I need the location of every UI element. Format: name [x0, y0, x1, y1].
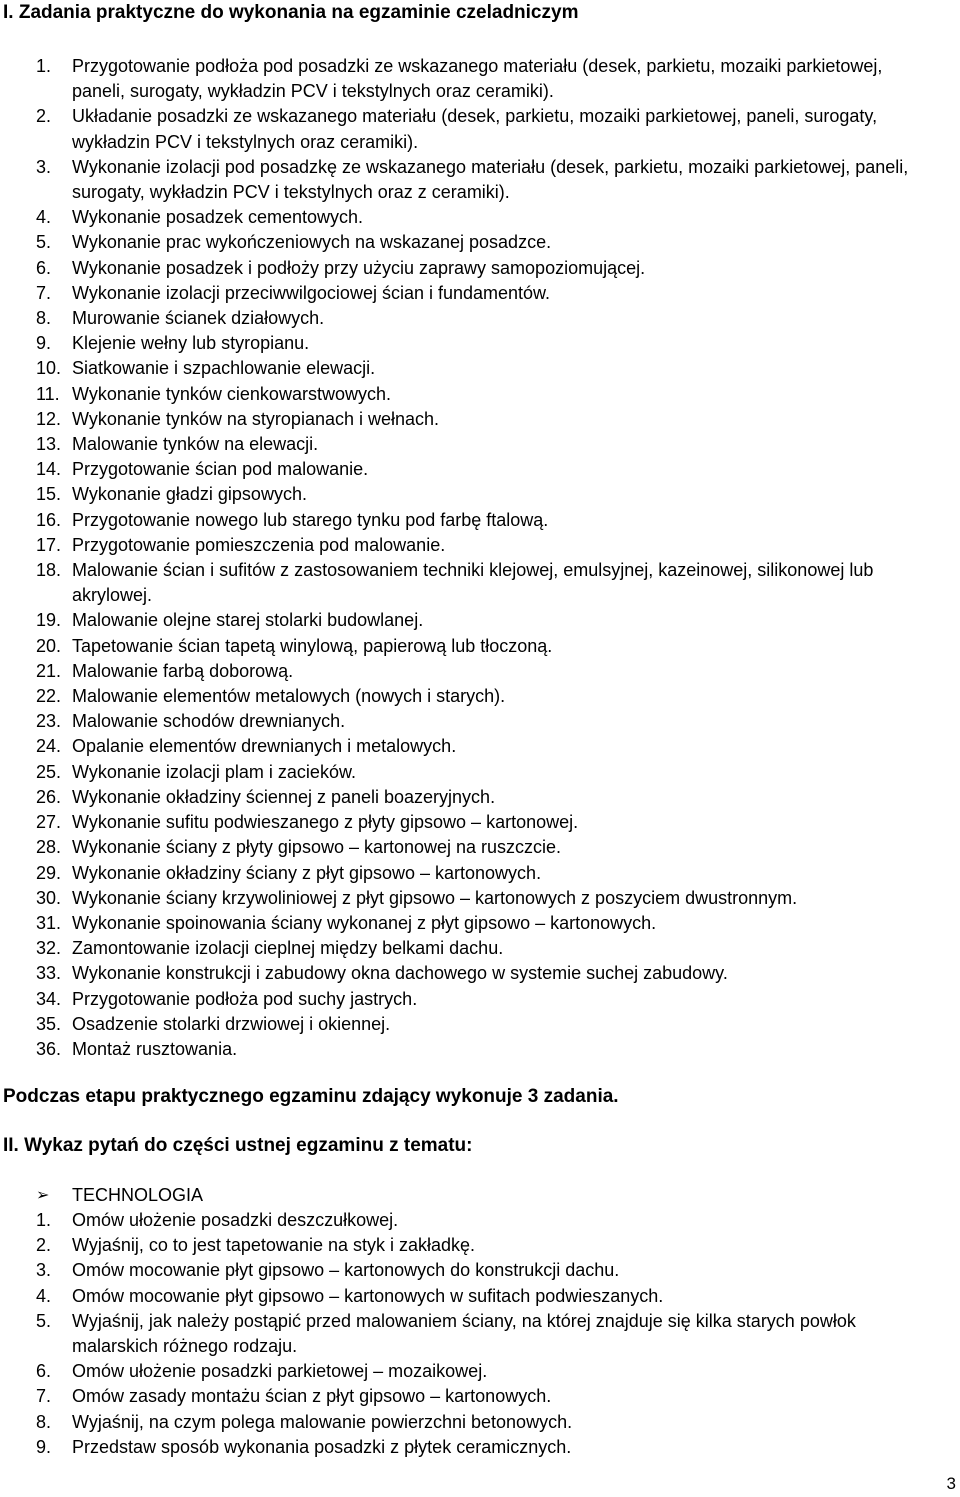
section-1-heading: I. Zadania praktyczne do wykonania na egzaminie czeladniczym — [3, 2, 579, 23]
task-item-number: 25. — [36, 761, 62, 782]
question-item-number: 2. — [36, 1235, 52, 1256]
practical-tasks-list — [36, 54, 936, 1062]
task-item-number: 19. — [36, 610, 62, 631]
task-item-text: Zamontowanie izolacji cieplnej między belkami dachu. — [72, 938, 504, 959]
question-item-number: 3. — [36, 1260, 52, 1281]
task-item — [36, 634, 936, 659]
question-item — [36, 1359, 936, 1384]
question-item-number: 9. — [36, 1436, 52, 1457]
task-item — [36, 936, 936, 961]
task-item-number: 21. — [36, 660, 62, 681]
task-item — [36, 709, 936, 734]
task-item — [36, 356, 936, 381]
task-item-number: 28. — [36, 837, 62, 858]
task-item — [36, 835, 936, 860]
task-item-text: Wykonanie ściany z płyty gipsowo – kartonowej na ruszczcie. — [72, 837, 562, 858]
task-item — [36, 760, 936, 785]
question-item-text: Omów mocowanie płyt gipsowo – kartonowych do konstrukcji dachu. — [72, 1260, 620, 1281]
task-item-number: 30. — [36, 887, 62, 908]
task-item — [36, 281, 936, 306]
task-item-number: 9. — [36, 333, 52, 354]
task-item-text: Wykonanie konstrukcji i zabudowy okna dachowego w systemie suchej zabudowy. — [72, 963, 728, 984]
question-item-number: 4. — [36, 1285, 52, 1306]
oral-questions-list — [36, 1208, 936, 1460]
task-item-text: Wykonanie okładziny ściennej z paneli boazeryjnych. — [72, 786, 496, 807]
task-item-number: 17. — [36, 534, 62, 555]
task-item — [36, 1037, 936, 1062]
task-item-text: Wykonanie tynków cienkowarstwowych. — [72, 383, 391, 404]
task-item-number: 31. — [36, 912, 62, 933]
question-item-text: Wyjaśnij, co to jest tapetowanie na styk i zakładkę. — [72, 1235, 476, 1256]
task-item-number: 1. — [36, 56, 52, 76]
task-item-text: Wykonanie izolacji pod posadzkę ze wskazanego materiału (desek, parkietu, mozaiki parkietowej, paneli, surogaty, wykładzin PCV i tekstylnych oraz z ceramiki). — [72, 156, 909, 203]
task-item-text: Siatkowanie i szpachlowanie elewacji. — [72, 358, 376, 379]
task-item-text: Wykonanie sufitu podwieszanego z płyty gipsowo – kartonowej. — [72, 812, 579, 833]
task-item-number: 16. — [36, 509, 62, 530]
task-item-text: Klejenie wełny lub styropianu. — [72, 333, 310, 354]
task-item — [36, 54, 936, 104]
task-item-number: 20. — [36, 635, 62, 656]
task-item-text: Wykonanie gładzi gipsowych. — [72, 484, 307, 505]
task-item — [36, 608, 936, 633]
task-item — [36, 155, 936, 205]
task-item-number: 23. — [36, 711, 62, 732]
task-item-number: 27. — [36, 812, 62, 833]
task-item — [36, 508, 936, 533]
question-item-text: Wyjaśnij, na czym polega malowanie powierzchni betonowych. — [72, 1411, 573, 1432]
task-item-text: Wykonanie posadzek cementowych. — [72, 207, 363, 228]
task-item-number: 12. — [36, 408, 62, 429]
page-number: 3 — [946, 1474, 956, 1493]
task-item-text: Tapetowanie ścian tapetą winylową, papierową lub tłoczoną. — [72, 635, 553, 656]
question-item — [36, 1208, 936, 1233]
question-item — [36, 1435, 936, 1460]
question-item — [36, 1410, 936, 1435]
task-item-text: Układanie posadzki ze wskazanego materiału (desek, parkietu, mozaiki parkietowej, paneli, surogaty, wykładzin PCV i tekstylnych oraz ceramiki). — [72, 106, 878, 152]
task-item-text: Malowanie schodów drewnianych. — [72, 711, 346, 732]
task-item — [36, 382, 936, 407]
task-item-number: 6. — [36, 257, 52, 278]
question-item — [36, 1284, 936, 1309]
task-item-number: 35. — [36, 1013, 62, 1034]
question-item — [36, 1309, 936, 1359]
task-item — [36, 911, 936, 936]
task-item-text: Malowanie elementów metalowych (nowych i starych). — [72, 686, 506, 707]
task-item — [36, 558, 936, 608]
question-item — [36, 1384, 936, 1409]
task-item-number: 2. — [36, 106, 52, 127]
task-item-text: Wykonanie tynków na styropianach i wełnach. — [72, 408, 440, 429]
task-item — [36, 861, 936, 886]
task-item-number: 22. — [36, 686, 62, 707]
task-item — [36, 734, 936, 759]
question-item-text: Przedstaw sposób wykonania posadzki z płytek ceramicznych. — [72, 1436, 572, 1457]
task-item-number: 32. — [36, 938, 62, 959]
task-item-number: 18. — [36, 560, 62, 581]
task-item-text: Wykonanie prac wykończeniowych na wskazanej posadzce. — [72, 232, 552, 253]
task-item — [36, 230, 936, 255]
task-item — [36, 785, 936, 810]
task-item-text: Montaż rusztowania. — [72, 1038, 238, 1059]
question-item — [36, 1233, 936, 1258]
exam-note: Podczas etapu praktycznego egzaminu zdający wykonuje 3 zadania. — [3, 1086, 619, 1107]
task-item-text: Przygotowanie ścian pod malowanie. — [72, 459, 369, 480]
task-item-number: 10. — [36, 358, 62, 379]
task-item — [36, 987, 936, 1012]
technology-subheading — [36, 1183, 203, 1208]
task-item — [36, 482, 936, 507]
task-item — [36, 886, 936, 911]
task-item-number: 15. — [36, 484, 62, 505]
task-item-text: Wykonanie okładziny ściany z płyt gipsowo – kartonowych. — [72, 862, 542, 883]
task-item-number: 34. — [36, 988, 62, 1009]
task-item-number: 3. — [36, 156, 52, 177]
task-item — [36, 306, 936, 331]
task-item-text: Wykonanie izolacji plam i zacieków. — [72, 761, 356, 782]
task-item-number: 5. — [36, 232, 52, 253]
task-item — [36, 533, 936, 558]
task-item — [36, 407, 936, 432]
task-item — [36, 684, 936, 709]
task-item — [36, 810, 936, 835]
task-item — [36, 432, 936, 457]
task-item-text: Opalanie elementów drewnianych i metalowych. — [72, 736, 457, 757]
task-item-text: Przygotowanie podłoża pod posadzki ze wskazanego materiału (desek, parkietu, mozaiki parkietowej, paneli, surogaty, wykładzin PCV i tekstylnych oraz ceramiki). — [72, 56, 883, 102]
task-item-number: 33. — [36, 963, 62, 984]
task-item-text: Malowanie farbą doborową. — [72, 660, 294, 681]
task-item — [36, 205, 936, 230]
task-item-number: 13. — [36, 434, 62, 455]
question-item-number: 5. — [36, 1310, 52, 1331]
question-item — [36, 1258, 936, 1283]
task-item — [36, 457, 936, 482]
task-item-text: Wykonanie spoinowania ściany wykonanej z płyt gipsowo – kartonowych. — [72, 912, 657, 933]
question-item-text: Wyjaśnij, jak należy postąpić przed malowaniem ściany, na której znajduje się kilka starych powłok malarskich różnego rodzaju. — [72, 1310, 856, 1357]
task-item-text: Malowanie olejne starej stolarki budowlanej. — [72, 610, 424, 631]
task-item — [36, 331, 936, 356]
task-item-number: 4. — [36, 207, 52, 228]
task-item — [36, 659, 936, 684]
task-item — [36, 256, 936, 281]
task-item-text: Przygotowanie pomieszczenia pod malowanie. — [72, 534, 446, 555]
question-item-text: Omów ułożenie posadzki deszczułkowej. — [72, 1210, 399, 1230]
question-item-text: Omów mocowanie płyt gipsowo – kartonowych w sufitach podwieszanych. — [72, 1285, 664, 1306]
task-item-number: 29. — [36, 862, 62, 883]
task-item-number: 24. — [36, 736, 62, 757]
question-item-text: Omów ułożenie posadzki parkietowej – mozaikowej. — [72, 1361, 488, 1382]
question-item-number: 1. — [36, 1210, 52, 1230]
task-item-text: Murowanie ścianek działowych. — [72, 308, 325, 329]
task-item-number: 7. — [36, 282, 52, 303]
question-item-number: 8. — [36, 1411, 52, 1432]
task-item — [36, 104, 936, 154]
task-item-number: 26. — [36, 786, 62, 807]
technology-label: TECHNOLOGIA — [72, 1185, 204, 1205]
task-item — [36, 961, 936, 986]
task-item-number: 11. — [36, 383, 60, 404]
task-item-text: Wykonanie posadzek i podłoży przy użyciu zaprawy samopoziomującej. — [72, 257, 646, 278]
task-item-number: 14. — [36, 459, 62, 480]
task-item-text: Malowanie ścian i sufitów z zastosowaniem techniki klejowej, emulsyjnej, kazeinowej, silikonowej lub akrylowej. — [72, 560, 874, 606]
section-2-heading: II. Wykaz pytań do części ustnej egzaminu z tematu: — [3, 1135, 473, 1156]
task-item-number: 8. — [36, 308, 52, 329]
task-item-text: Osadzenie stolarki drzwiowej i okiennej. — [72, 1013, 391, 1034]
task-item — [36, 1012, 936, 1037]
task-item-number: 36. — [36, 1038, 62, 1059]
task-item-text: Wykonanie izolacji przeciwwilgociowej ścian i fundamentów. — [72, 282, 551, 303]
question-item-number: 6. — [36, 1361, 52, 1382]
task-item-text: Malowanie tynków na elewacji. — [72, 434, 319, 455]
task-item-text: Przygotowanie nowego lub starego tynku pod farbę ftalową. — [72, 509, 549, 530]
task-item-text: Przygotowanie podłoża pod suchy jastrych. — [72, 988, 418, 1009]
question-item-text: Omów zasady montażu ścian z płyt gipsowo – kartonowych. — [72, 1386, 552, 1407]
question-item-number: 7. — [36, 1386, 52, 1407]
arrow-bullet-icon: ➢ — [36, 1187, 50, 1204]
task-item-text: Wykonanie ściany krzywoliniowej z płyt gipsowo – kartonowych z poszyciem dwustronnym. — [72, 887, 798, 908]
